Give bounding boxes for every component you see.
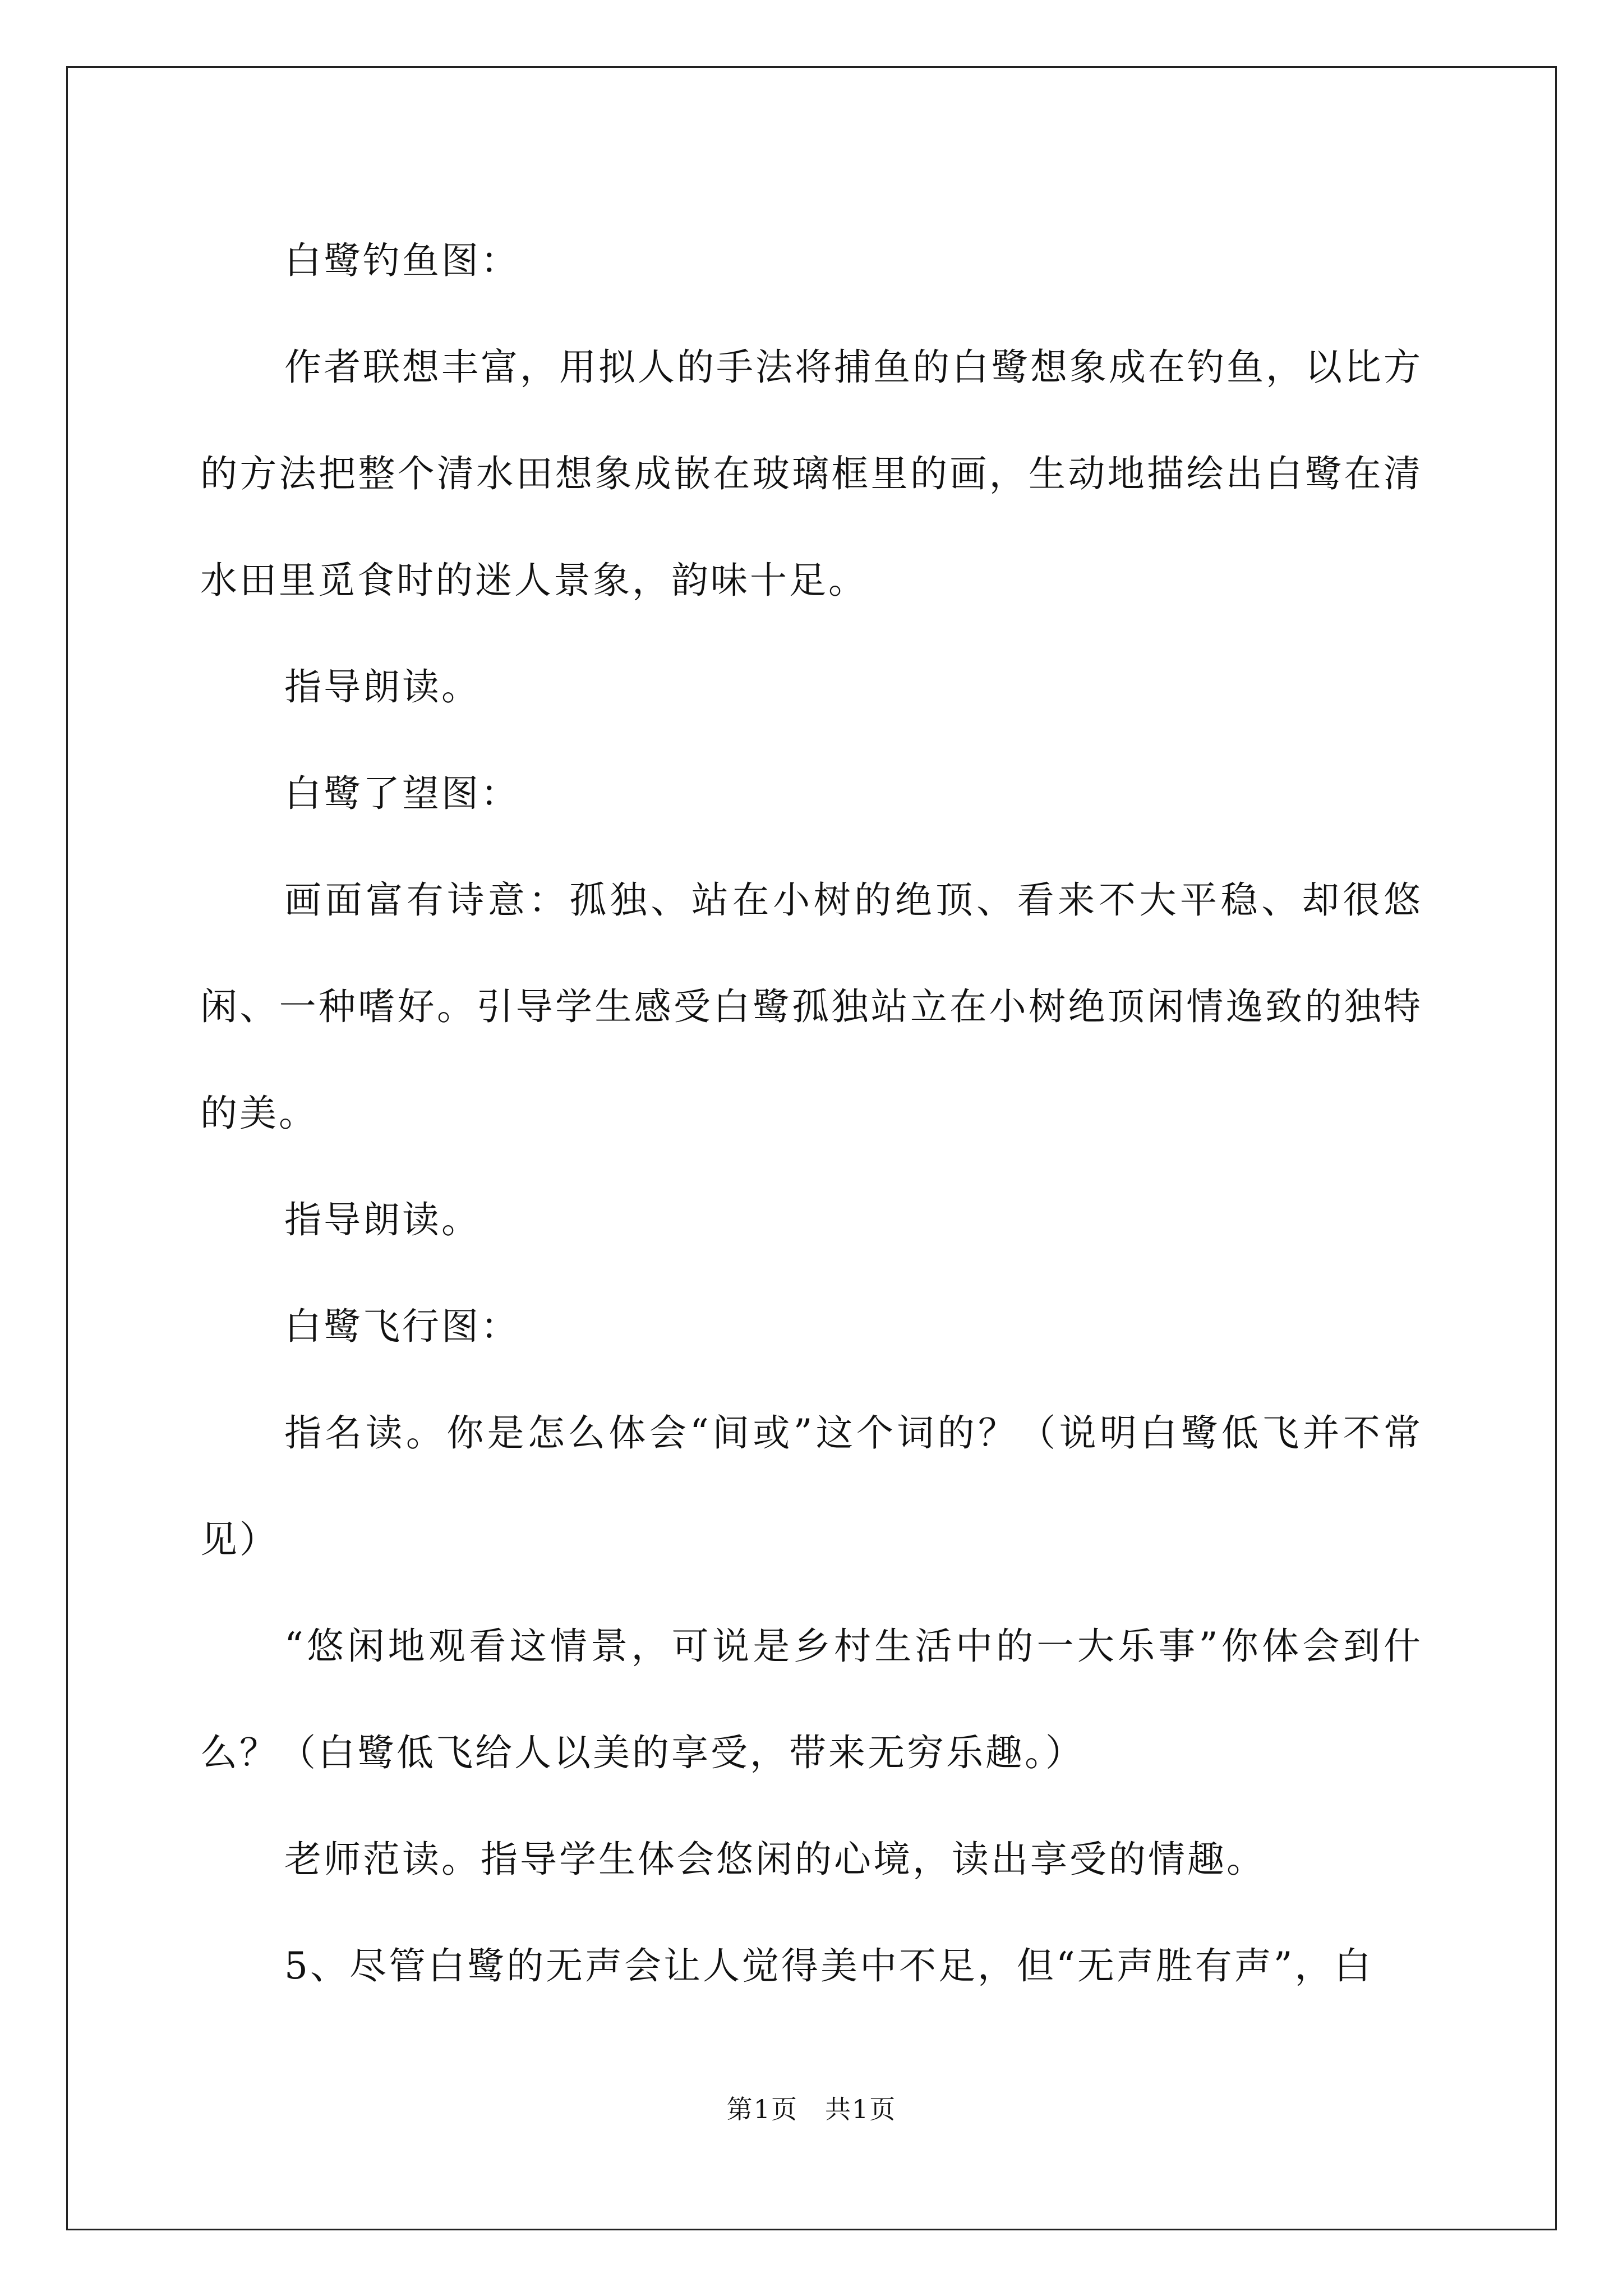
paragraph-8: 指名读。你是怎么体会“间或”这个词的？（说明白鹭低飞并不常见） bbox=[200, 1411, 1423, 1561]
paragraph-6: 指导朗读。 bbox=[284, 1198, 481, 1241]
paragraph-3: 指导朗读。 bbox=[284, 665, 481, 708]
paragraph-2: 作者联想丰富，用拟人的手法将捕鱼的白鹭想象成在钓鱼，以比方的方法把整个清水田想象成嵌在玻璃框里的画，生动地描绘出白鹭在清水田里觅食时的迷人景象，韵味十足。 bbox=[200, 346, 1423, 602]
paragraph-11: 5、尽管白鹭的无声会让人觉得美中不足，但“无声胜有声”，白 bbox=[284, 1944, 1373, 1987]
paragraph-1: 白鹭钓鱼图： bbox=[284, 239, 520, 282]
page-number: 第1页 bbox=[726, 2094, 798, 2124]
page-footer bbox=[0, 2092, 1623, 2126]
page-total: 共1页 bbox=[825, 2094, 897, 2124]
paragraph-9: “悠闲地观看这情景，可说是乡村生活中的一大乐事”你体会到什么？（白鹭低飞给人以美的享受，带来无穷乐趣。） bbox=[200, 1625, 1423, 1774]
document-body bbox=[200, 208, 1423, 2019]
paragraph-5: 画面富有诗意：孤独、站在小树的绝顶、看来不大平稳、却很悠闲、一种嗜好。引导学生感受白鹭孤独站立在小树绝顶闲情逸致的独特的美。 bbox=[200, 878, 1423, 1135]
paragraph-10: 老师范读。指导学生体会悠闲的心境，读出享受的情趣。 bbox=[284, 1838, 1266, 1881]
paragraph-7: 白鹭飞行图： bbox=[284, 1305, 520, 1348]
paragraph-4: 白鹭了望图： bbox=[284, 772, 520, 815]
